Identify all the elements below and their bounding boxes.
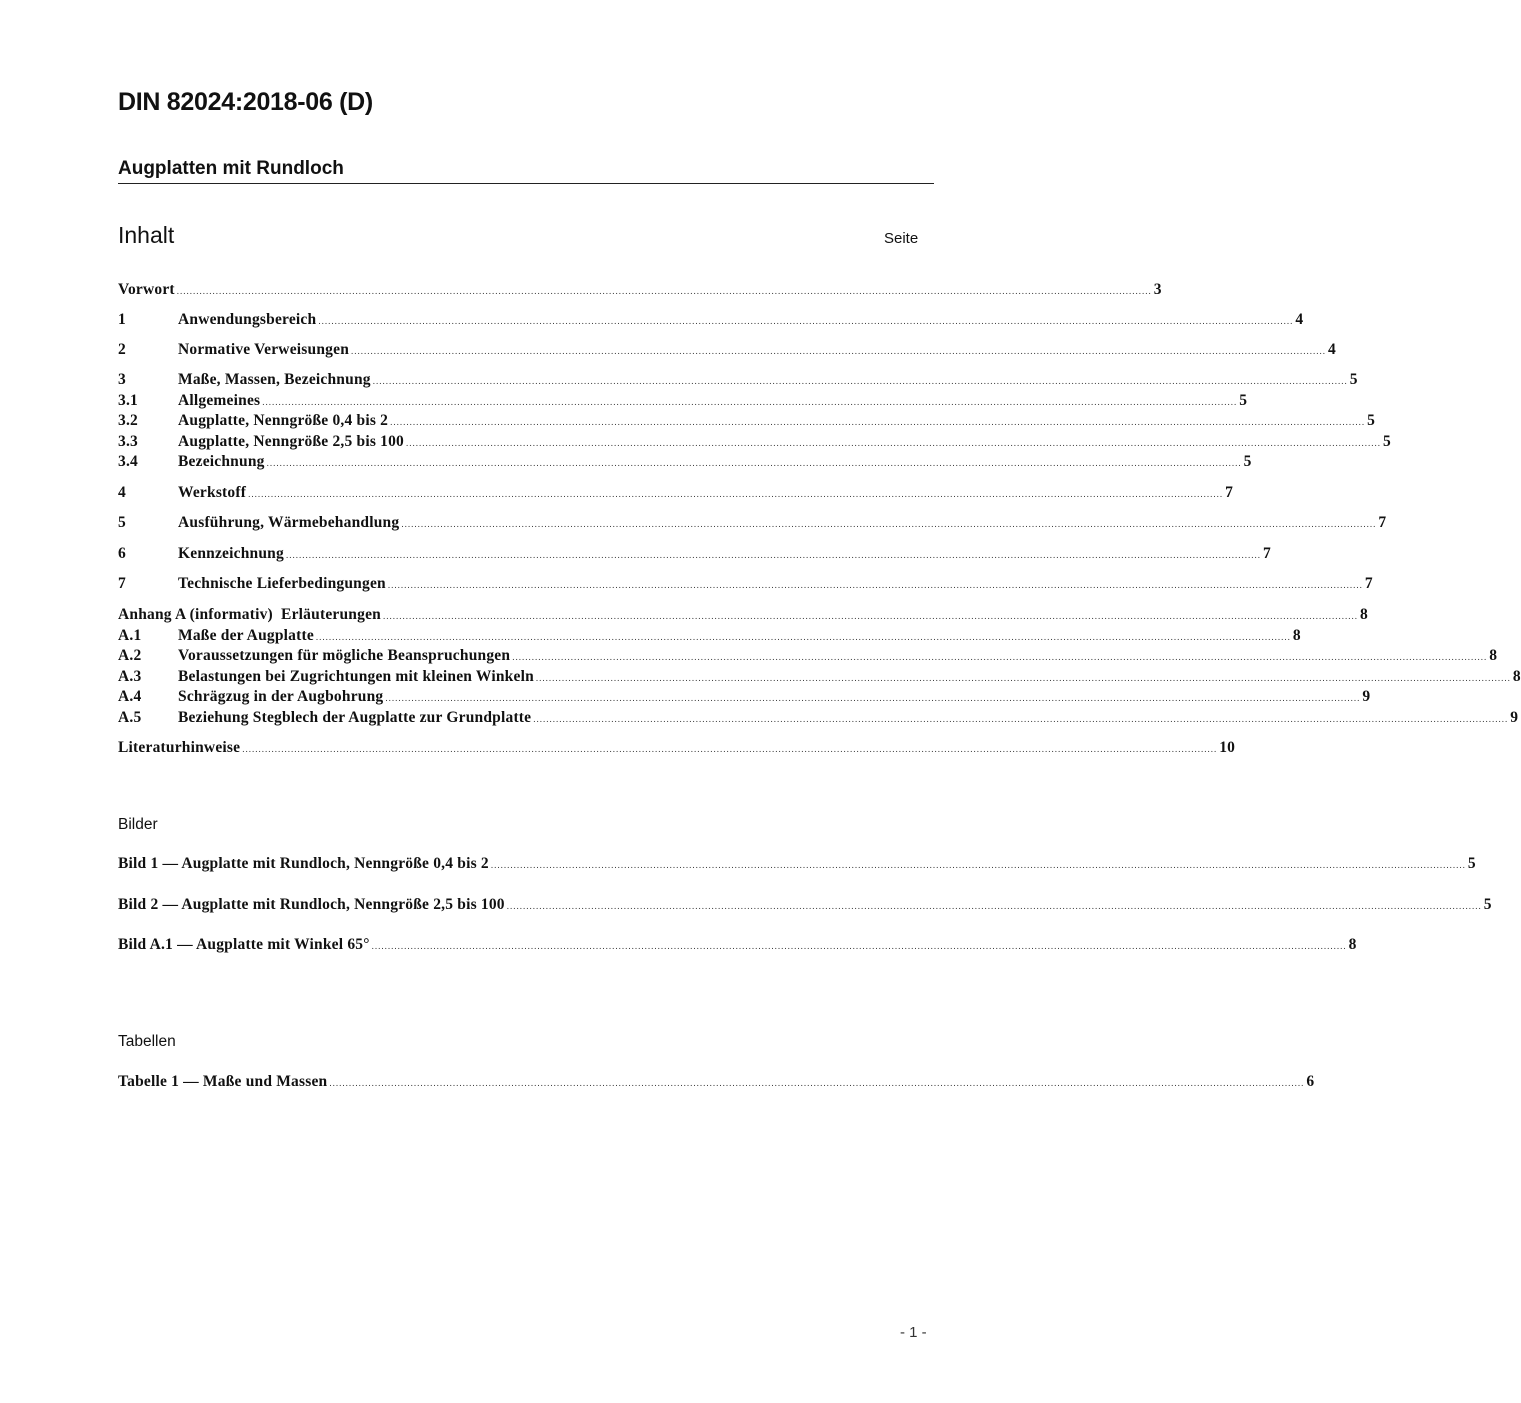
document-subtitle: Augplatten mit Rundloch (118, 158, 344, 179)
toc-entry[interactable] (118, 340, 1336, 360)
figure-entry[interactable] (118, 935, 1357, 955)
toc-entry-page: 9 (1510, 709, 1519, 726)
toc-leader-dots: ............................................................................................................................................................................................................................................................................................................ (533, 714, 1509, 724)
toc-entry-page: 4 (1295, 311, 1304, 328)
tables-heading: Tabellen (118, 1033, 176, 1050)
toc-entry-number: 3.2 (118, 412, 138, 429)
toc-entry-label: Maße, Massen, Bezeichnung (178, 371, 371, 388)
toc-entry-number: 3.4 (118, 453, 138, 470)
toc-entry-page: 8 (1292, 627, 1301, 644)
figure-entry-label: Bild A.1 — Augplatte mit Winkel 65° (118, 936, 370, 953)
toc-entry-number: A.4 (118, 688, 142, 705)
toc-entry-label: Literaturhinweise (118, 739, 241, 756)
toc-entry[interactable] (118, 483, 1234, 503)
toc-entry[interactable] (118, 411, 1376, 431)
toc-entry-page: 7 (1262, 545, 1271, 562)
toc-entry-number: 7 (118, 575, 126, 592)
toc-entry-page: 5 (1243, 453, 1252, 470)
toc-leader-dots: ............................................................................................................................................................................................................................................................................................................ (372, 376, 1348, 386)
toc-entry-page: 5 (1367, 412, 1376, 429)
toc-entry-label: Belastungen bei Zugrichtungen mit kleinen Winkeln (178, 668, 534, 685)
figure-entry-page: 5 (1467, 855, 1476, 872)
toc-entry-label: Voraussetzungen für mögliche Beanspruchungen (178, 647, 511, 664)
page-number: - 1 - (900, 1324, 927, 1341)
figure-entry[interactable] (118, 895, 1492, 915)
toc-entry-label: Maße der Augplatte (178, 627, 314, 644)
toc-leader-dots: ............................................................................................................................................................................................................................................................................................................ (512, 652, 1488, 662)
figure-entry-label: Bild 1 — Augplatte mit Rundloch, Nenngröße 0,4 bis 2 (118, 855, 489, 872)
toc-leader-dots: ............................................................................................................................................................................................................................................................................................................ (262, 397, 1238, 407)
toc-entry[interactable] (118, 574, 1373, 594)
toc-entry-number: 3 (118, 371, 126, 388)
toc-entry-page: 4 (1328, 341, 1336, 358)
toc-entry-number: 3.1 (118, 392, 138, 409)
toc-entry-number: 4 (118, 484, 126, 501)
toc-leader-dots: ............................................................................................................................................................................................................................................................................................................ (390, 417, 1366, 427)
figure-entry-page: 8 (1348, 936, 1357, 953)
figure-entry[interactable] (118, 854, 1476, 874)
toc-entry-label: Allgemeines (178, 392, 261, 409)
figures-heading: Bilder (118, 816, 158, 833)
toc-leader-dots: ............................................................................................................................................................................................................................................................................................................ (506, 901, 1482, 911)
page-column-label: Seite (884, 230, 919, 247)
toc-leader-dots: ............................................................................................................................................................................................................................................................................................................ (371, 941, 1347, 951)
toc-entry[interactable] (118, 626, 1301, 646)
toc-entry-number: 2 (118, 341, 126, 358)
toc-entry[interactable] (118, 391, 1248, 411)
toc-leader-dots: ............................................................................................................................................................................................................................................................................................................ (385, 693, 1361, 703)
toc-entry-foreword[interactable] (118, 280, 1162, 300)
toc-entry-label: Anwendungsbereich (178, 311, 317, 328)
toc-entry-number: 5 (118, 514, 126, 531)
toc-entry-page: 8 (1512, 668, 1521, 685)
document-title: DIN 82024:2018-06 (D) (118, 88, 373, 116)
toc-leader-dots: ............................................................................................................................................................................................................................................................................................................ (401, 519, 1377, 529)
toc-entry[interactable] (118, 646, 1498, 666)
toc-entry-page: 5 (1239, 392, 1248, 409)
toc-entry-page: 9 (1362, 688, 1371, 705)
toc-entry-page: 7 (1364, 575, 1373, 592)
toc-leader-dots: ............................................................................................................................................................................................................................................................................................................ (176, 286, 1152, 296)
toc-entry-number: 3.3 (118, 433, 138, 450)
toc-leader-dots: ............................................................................................................................................................................................................................................................................................................ (242, 744, 1218, 754)
toc-entry-page: 5 (1349, 371, 1358, 388)
table-entry[interactable] (118, 1072, 1315, 1092)
toc-leader-dots: ............................................................................................................................................................................................................................................................................................................ (266, 458, 1242, 468)
title-divider (118, 183, 934, 184)
toc-entry-label: Normative Verweisungen (178, 341, 350, 358)
toc-entry-label: Augplatte, Nenngröße 0,4 bis 2 (178, 412, 389, 429)
toc-entry-label: Anhang A (informativ) Erläuterungen (118, 606, 381, 623)
toc-entry[interactable] (118, 452, 1252, 472)
toc-leader-dots: ............................................................................................................................................................................................................................................................................................................ (248, 489, 1224, 499)
toc-leader-dots: ............................................................................................................................................................................................................................................................................................................ (382, 611, 1358, 621)
toc-entry-page: 10 (1219, 739, 1236, 756)
toc-entry-number: A.5 (118, 709, 142, 726)
toc-entry[interactable] (118, 370, 1358, 390)
toc-entry[interactable] (118, 687, 1371, 707)
toc-leader-dots: ............................................................................................................................................................................................................................................................................................................ (318, 316, 1294, 326)
toc-entry-page: 7 (1378, 514, 1387, 531)
toc-entry-label: Bezeichnung (178, 453, 265, 470)
toc-entry[interactable] (118, 513, 1387, 533)
toc-entry-page: 3 (1153, 281, 1162, 298)
toc-entry[interactable] (118, 432, 1391, 452)
toc-entry-label: Technische Lieferbedingungen (178, 575, 386, 592)
toc-leader-dots: ............................................................................................................................................................................................................................................................................................................ (329, 1078, 1305, 1088)
toc-entry-label: Schrägzug in der Augbohrung (178, 688, 384, 705)
toc-leader-dots: ............................................................................................................................................................................................................................................................................................................ (351, 346, 1327, 356)
toc-entry-page: 7 (1225, 484, 1234, 501)
toc-entry-page: 8 (1489, 647, 1498, 664)
toc-leader-dots: ............................................................................................................................................................................................................................................................................................................ (535, 673, 1511, 683)
toc-leader-dots: ............................................................................................................................................................................................................................................................................................................ (406, 438, 1381, 448)
toc-leader-dots: ............................................................................................................................................................................................................................................................................................................ (387, 580, 1363, 590)
toc-entry[interactable] (118, 667, 1521, 687)
toc-entry-number: A.2 (118, 647, 142, 664)
toc-entry-label: Kennzeichnung (178, 545, 284, 562)
toc-entry-label: Vorwort (118, 281, 175, 298)
table-entry-label: Tabelle 1 — Maße und Massen (118, 1073, 328, 1090)
toc-entry-number: A.3 (118, 668, 142, 685)
toc-entry[interactable] (118, 544, 1271, 564)
figure-entry-label: Bild 2 — Augplatte mit Rundloch, Nenngröße 2,5 bis 100 (118, 896, 505, 913)
toc-entry-bibliography[interactable] (118, 738, 1236, 758)
toc-entry[interactable] (118, 310, 1304, 330)
figure-entry-page: 5 (1483, 896, 1492, 913)
toc-entry-annex-a[interactable] (118, 605, 1368, 625)
toc-entry-number: 6 (118, 545, 126, 562)
toc-entry-label: Augplatte, Nenngröße 2,5 bis 100 (178, 433, 404, 450)
toc-entry-label: Beziehung Stegblech der Augplatte zur Grundplatte (178, 709, 532, 726)
toc-entry-page: 8 (1359, 606, 1368, 623)
toc-entry-number: A.1 (118, 627, 142, 644)
toc-entry-page: 5 (1383, 433, 1391, 450)
table-entry-page: 6 (1306, 1073, 1315, 1090)
toc-entry[interactable] (118, 708, 1519, 728)
toc-entry-number: 1 (118, 311, 126, 328)
toc-leader-dots: ............................................................................................................................................................................................................................................................................................................ (285, 550, 1261, 560)
toc-heading: Inhalt (118, 222, 175, 248)
toc-entry-label: Ausführung, Wärmebehandlung (178, 514, 400, 531)
toc-leader-dots: ............................................................................................................................................................................................................................................................................................................ (315, 632, 1291, 642)
toc-leader-dots: ............................................................................................................................................................................................................................................................................................................ (490, 860, 1466, 870)
toc-entry-label: Werkstoff (178, 484, 247, 501)
